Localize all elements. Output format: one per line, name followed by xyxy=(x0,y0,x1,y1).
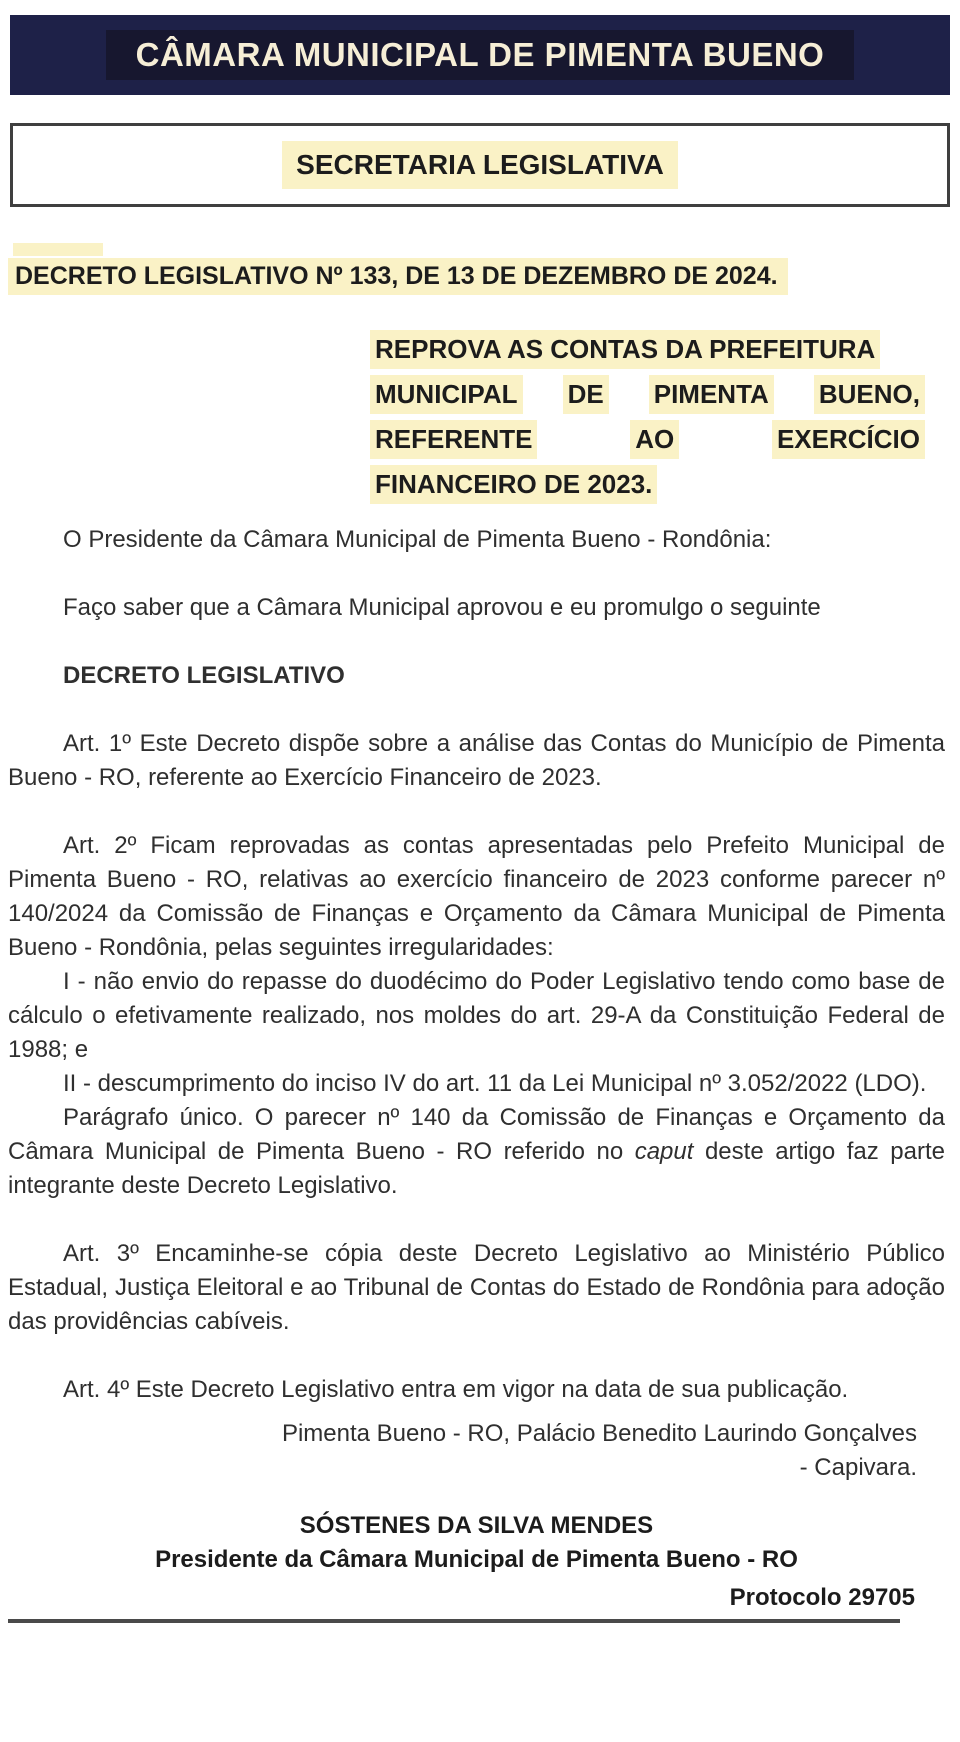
epigraph-word: REFERENTE xyxy=(370,420,537,459)
paragrafo-unico-text: Parágrafo único. O parecer nº 140 da Comissão de Finanças e Orçamento da Câmara Municipal de Pimenta Bueno - RO referido no xyxy=(8,1104,945,1165)
italic-term-caput: caput xyxy=(634,1138,694,1165)
paragraph-preamble-2: Faço saber que a Câmara Municipal aprovou e eu promulgo o seguinte xyxy=(63,594,821,621)
epigraph-word: PIMENTA xyxy=(649,375,774,414)
document-content xyxy=(8,243,945,1623)
highlight-strip xyxy=(13,243,103,256)
header-banner xyxy=(10,15,950,95)
epigraph-word: DE xyxy=(563,375,609,414)
decree-title-row xyxy=(8,262,945,291)
paragraph-art-4: Art. 4º Este Decreto Legislativo entra em vigor na data de sua publicação. xyxy=(63,1376,849,1403)
paragraph-paragrafo-unico xyxy=(8,1101,945,1203)
section-heading-decreto: DECRETO LEGISLATIVO xyxy=(63,662,345,689)
protocol-label: Protocolo 29705 xyxy=(729,1584,915,1611)
signature-place xyxy=(8,1417,945,1485)
paragraph-art-3: Art. 3º Encaminhe-se cópia deste Decreto Legislativo ao Ministério Público Estadual, Justiça Eleitoral e ao Tribunal de Contas do Estado de Rondônia para adoção das providências cabíveis. xyxy=(8,1240,945,1335)
epigraph-word: BUENO, xyxy=(814,375,925,414)
paragraph-art-2: Art. 2º Ficam reprovadas as contas apresentadas pelo Prefeito Municipal de Pimenta Bueno - RO, relativas ao exercício financeiro de 2023 conforme parecer nº 140/2024 da Comissão de Finanças e Orçamento da Câmara Municipal de Pimenta Bueno - Rondônia, pelas seguintes irregularidades: xyxy=(8,832,945,961)
epigraph-text: REPROVA AS CONTAS DA PREFEITURA xyxy=(370,330,880,369)
signature-name: SÓSTENES DA SILVA MENDES xyxy=(299,1512,654,1539)
paragraph-item-ii: II - descumprimento do inciso IV do art. 11 da Lei Municipal nº 3.052/2022 (LDO). xyxy=(63,1070,927,1097)
header-title: CÂMARA MUNICIPAL DE PIMENTA BUENO xyxy=(135,36,825,73)
epigraph-text: FINANCEIRO DE 2023. xyxy=(370,465,657,504)
epigraph-line xyxy=(370,462,925,507)
decree-title: DECRETO LEGISLATIVO Nº 133, DE 13 DE DEZEMBRO DE 2024. xyxy=(8,258,788,295)
epigraph-word: MUNICIPAL xyxy=(370,375,523,414)
secretaria-box xyxy=(10,123,950,207)
paragraph-art-1: Art. 1º Este Decreto dispõe sobre a análise das Contas do Município de Pimenta Bueno - RO, referente ao Exercício Financeiro de 2023. xyxy=(8,730,945,791)
epigraph xyxy=(370,327,925,507)
secretaria-label: SECRETARIA LEGISLATIVA xyxy=(282,141,678,189)
signature-role: Presidente da Câmara Municipal de Pimenta Bueno - RO xyxy=(155,1546,798,1573)
paragraph-item-i: I - não envio do repasse do duodécimo do Poder Legislativo tendo como base de cálculo o efetivamente realizado, nos moldes do art. 29-A da Constituição Federal de 1988; e xyxy=(8,968,945,1063)
epigraph-line xyxy=(370,417,925,462)
epigraph-word: EXERCÍCIO xyxy=(772,420,925,459)
paragrafo-unico-text: deste artigo faz parte integrante deste Decreto Legislativo. xyxy=(8,1138,946,1199)
epigraph-word: AO xyxy=(630,420,679,459)
footer-rule xyxy=(8,1619,900,1623)
epigraph-line xyxy=(370,372,925,417)
epigraph-line xyxy=(370,327,925,372)
paragraph-preamble-1: O Presidente da Câmara Municipal de Pimenta Bueno - Rondônia: xyxy=(63,526,772,553)
signature-place-line: Pimenta Bueno - RO, Palácio Benedito Laurindo Gonçalves xyxy=(281,1420,917,1447)
signature-place-line: - Capivara. xyxy=(799,1454,917,1481)
header-banner-plate xyxy=(106,30,855,80)
